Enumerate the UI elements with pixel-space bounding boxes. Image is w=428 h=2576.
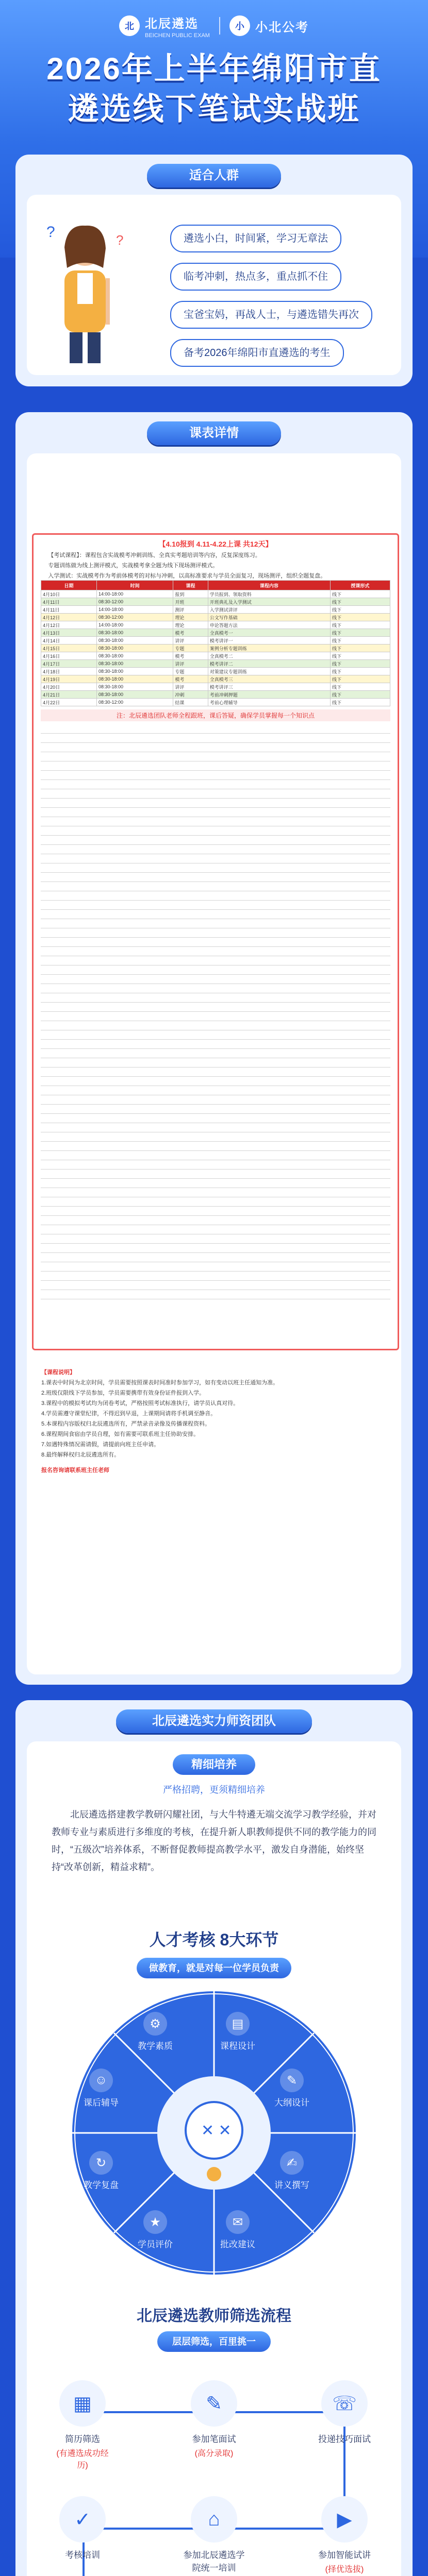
schedule-cell: 全真模考二	[208, 652, 330, 660]
schedule-cell: 08:30-18:00	[97, 683, 173, 691]
wheel-label-5: 批改建议	[220, 2240, 255, 2249]
exam-icon: ✎	[191, 2380, 237, 2427]
schedule-cell: 模考讲评一	[208, 637, 330, 645]
flow-step-5	[183, 2496, 245, 2575]
schedule-cell: 14:00-18:00	[97, 621, 173, 629]
title-line-2: 遴选线下笔试实战班	[68, 92, 360, 126]
notes-title: 【课程说明】	[41, 1369, 75, 1376]
schedule-desc-3: 入学测试：实战模考作为考前体模考的对标与冲刺，以高标准要求与学员全面复习，现场测评，组织全题复盘。	[48, 573, 326, 579]
schedule-cell: 14:00-18:00	[97, 590, 173, 598]
schedule-row	[41, 668, 390, 675]
logo-divider	[219, 17, 220, 35]
schedule-cell: 4月13日	[41, 629, 97, 637]
beichen-logo-icon: 北	[119, 15, 140, 36]
schedule-cell: 线下	[330, 621, 390, 629]
schedule-cell: 线下	[330, 629, 390, 637]
schedule-cell: 开班	[173, 598, 208, 606]
lecture-icon: ▶	[321, 2496, 368, 2543]
schedule-cell: 线下	[330, 598, 390, 606]
schedule-cell: 考前冲刺押题	[208, 691, 330, 699]
schedule-row	[41, 598, 390, 606]
schedule-cell: 案例分析专题训练	[208, 645, 330, 652]
schedule-cell: 线下	[330, 660, 390, 668]
wheel-label-1: 教学素质	[138, 2041, 173, 2051]
schedule-cell: 报到	[173, 590, 208, 598]
crowd-item-4: 备考2026年绵阳市直遴选的考生	[170, 339, 344, 367]
schedule-desc-2: 专题训练做为线上测评模式，实战模考拿全题为线下现场测评模式。	[48, 563, 219, 569]
schedule-cell: 4月12日	[41, 614, 97, 621]
schedule-cell: 结课	[173, 699, 208, 706]
training-icon: ✓	[59, 2496, 106, 2543]
wheel-item-1	[131, 2012, 179, 2052]
schedule-row	[41, 621, 390, 629]
note-line-2: 2.班级仅限线下学员参加，学员需要携带有效身份证件报到入学。	[41, 1390, 205, 1396]
schedule-cell: 讲评	[173, 683, 208, 691]
flow-label-6: 参加智能试讲	[318, 2550, 371, 2560]
svg-text:?: ?	[116, 232, 124, 248]
course-notes	[32, 1360, 396, 1674]
note-line-8: 8.最终解释权归北辰遴选所有。	[41, 1452, 120, 1458]
schedule-cell: 14:00-18:00	[97, 606, 173, 614]
schedule-cell: 线下	[330, 637, 390, 645]
flow-step-3	[314, 2380, 375, 2447]
brand-name-2: 小北公考	[255, 20, 309, 35]
schedule-tag: 课表详情	[147, 421, 281, 445]
schedule-row	[41, 691, 390, 699]
schedule-cell: 冲刺	[173, 691, 208, 699]
schedule-cell: 08:30-18:00	[97, 668, 173, 675]
schedule-cell: 08:30-18:00	[97, 637, 173, 645]
schedule-cell: 4月19日	[41, 675, 97, 683]
schedule-cell: 4月20日	[41, 683, 97, 691]
schedule-cell: 公文写作基础	[208, 614, 330, 621]
pen-icon: ✍	[280, 2151, 304, 2175]
flow-note-6: (择优选拔)	[325, 2565, 364, 2574]
flow-note-1: (有遴选成功经历)	[56, 2449, 109, 2470]
wheel-label-8: 课后辅导	[84, 2098, 119, 2108]
schedule-cell: 测评	[173, 606, 208, 614]
crowd-item-3: 宝爸宝妈，再战人士，与遴选错失再次	[170, 301, 372, 329]
teacher-illustration	[41, 216, 129, 366]
resume-icon: ▦	[59, 2380, 106, 2427]
schedule-cell: 08:30-18:00	[97, 660, 173, 668]
schedule-cell: 考前心理辅导	[208, 699, 330, 706]
schedule-cell: 模考	[173, 652, 208, 660]
wheel-item-2	[214, 2012, 261, 2052]
interview-icon: ☏	[321, 2380, 368, 2427]
schedule-cell: 模考讲评二	[208, 660, 330, 668]
schedule-cell: 线下	[330, 652, 390, 660]
schedule-cell: 4月16日	[41, 652, 97, 660]
schedule-cell: 线下	[330, 675, 390, 683]
col-time: 时间	[97, 581, 173, 590]
schedule-banner: 注：北辰遴选团队老师全程跟班，课后答疑，确保学员掌握每一个知识点	[41, 709, 390, 721]
schedule-cell: 4月18日	[41, 668, 97, 675]
schedule-cell: 模考	[173, 675, 208, 683]
schedule-row	[41, 637, 390, 645]
schedule-cell: 线下	[330, 606, 390, 614]
flow-step-4	[52, 2496, 113, 2563]
schedule-row	[41, 660, 390, 668]
schedule-cell: 申论答题方法	[208, 621, 330, 629]
schedule-cell: 学员报到、领取资料	[208, 590, 330, 598]
flow-title: 北辰遴选教师筛选流程	[137, 2308, 291, 2325]
schedule-cell: 线下	[330, 699, 390, 706]
flow-step-2	[183, 2380, 245, 2459]
brand-subtitle-1: BEICHEN PUBLIC EXAM	[145, 32, 210, 39]
wheel-item-6	[131, 2210, 179, 2250]
wheel-item-8	[77, 2069, 125, 2108]
schedule-row	[41, 683, 390, 691]
teachers-tag: 北辰遴选实力师资团队	[116, 1709, 312, 1733]
schedule-cell: 模考	[173, 629, 208, 637]
flow-step-1	[52, 2380, 113, 2470]
schedule-cell: 4月14日	[41, 637, 97, 645]
schedule-table	[41, 580, 390, 706]
wheel-item-3	[268, 2069, 316, 2108]
schedule-cell: 4月11日	[41, 606, 97, 614]
schedule-row	[41, 614, 390, 621]
school-icon: ⌂	[191, 2496, 237, 2543]
flow-step-6	[314, 2496, 375, 2574]
note-line-1: 1.课表中时间为北京时间，学员需要按照课表时间准时参加学习，如有变动以班主任通知为准。	[41, 1380, 279, 1386]
schedule-cell: 全真模考一	[208, 629, 330, 637]
crowd-item-1: 遴选小白，时间紧，学习无章法	[170, 225, 341, 252]
fine-training-caption: 严格招聘，更须精细培养	[163, 1785, 265, 1795]
note-line-6: 6.课程期间食宿由学员自理，如有需要可联系班主任协助安排。	[41, 1431, 200, 1437]
wheel-label-2: 课程设计	[220, 2041, 255, 2051]
note-line-4: 4.学员需遵守课堂纪律，不得迟到早退，上课期间请将手机调至静音。	[41, 1411, 217, 1417]
crowd-tag: 适合人群	[147, 164, 281, 188]
schedule-cell: 08:30-18:00	[97, 645, 173, 652]
note-line-3: 3.课程中的模拟考试均为闭卷考试，严格按照考试标准执行，请学员认真对待。	[41, 1400, 239, 1406]
crowd-item-2: 临考冲刺，热点多，重点抓不住	[170, 263, 341, 291]
schedule-cell: 全真模考三	[208, 675, 330, 683]
brand-logo-2	[229, 15, 309, 36]
schedule-cell: 4月10日	[41, 590, 97, 598]
schedule-cell: 08:30-18:00	[97, 675, 173, 683]
schedule-cell: 专题	[173, 668, 208, 675]
flow-label-2: 参加笔面试	[192, 2434, 236, 2444]
col-date: 日期	[41, 581, 97, 590]
flow-label-5: 参加北辰遴选学院统一培训	[183, 2550, 245, 2573]
schedule-table-frame	[32, 533, 399, 1350]
flow-label-3: 投递技巧面试	[318, 2434, 371, 2444]
schedule-cell: 4月17日	[41, 660, 97, 668]
schedule-row	[41, 675, 390, 683]
schedule-cell: 专题	[173, 645, 208, 652]
schedule-cell: 线下	[330, 590, 390, 598]
schedule-row	[41, 590, 390, 598]
wheel-item-4	[268, 2151, 316, 2191]
schedule-grid-filler	[41, 724, 390, 1301]
schedule-row	[41, 645, 390, 652]
schedule-cell: 模考讲评三	[208, 683, 330, 691]
schedule-cell: 线下	[330, 683, 390, 691]
schedule-cell: 对策建议专题训练	[208, 668, 330, 675]
brand-logo-1	[119, 13, 210, 39]
schedule-cell: 讲评	[173, 660, 208, 668]
wheel-item-7	[77, 2151, 125, 2191]
flow-label-1: 简历筛选	[65, 2434, 100, 2444]
book-icon: ✎	[280, 2069, 304, 2092]
logo-row	[0, 10, 428, 41]
schedule-cell: 08:30-18:00	[97, 629, 173, 637]
schedule-row	[41, 629, 390, 637]
schedule-cell: 4月15日	[41, 645, 97, 652]
flow-note-2: (高分录取)	[194, 2449, 234, 2458]
brand-name-1: 北辰遴选	[145, 16, 199, 31]
page-title	[0, 49, 428, 129]
col-mode: 授课形式	[330, 581, 390, 590]
schedule-cell: 08:30-12:00	[97, 614, 173, 621]
schedule-desc-1: 【考试课程】：课程包含实战模考冲刺训练、全真实考题培训等内容，反复深度练习。	[48, 552, 261, 558]
schedule-cell: 08:30-12:00	[97, 699, 173, 706]
schedule-cell: 4月11日	[41, 598, 97, 606]
col-content: 课程内容	[208, 581, 330, 590]
wheel-label-7: 教学复盘	[84, 2180, 119, 2190]
schedule-cell: 入学测试讲评	[208, 606, 330, 614]
note-line-5: 5.本课程内容版权归北辰遴选所有，严禁录音录像及传播课程资料。	[41, 1421, 211, 1427]
schedule-cell: 4月21日	[41, 691, 97, 699]
schedule-cell: 讲评	[173, 637, 208, 645]
schedule-cell: 开班典礼及入学测试	[208, 598, 330, 606]
schedule-cell: 4月22日	[41, 699, 97, 706]
svg-text:✕ ✕: ✕ ✕	[201, 2122, 232, 2139]
schedule-row	[41, 652, 390, 660]
schedule-cell: 线下	[330, 668, 390, 675]
schedule-row	[41, 699, 390, 706]
svg-text:?: ?	[46, 224, 55, 241]
schedule-cell: 线下	[330, 645, 390, 652]
schedule-cell: 4月12日	[41, 621, 97, 629]
wheel-label-4: 讲义撰写	[274, 2180, 309, 2190]
schedule-cell: 理论	[173, 614, 208, 621]
assessment-caption: 做教育，就是对每一位学员负责	[137, 1958, 291, 1978]
schedule-cell: 08:30-18:00	[97, 652, 173, 660]
fine-training-tag: 精细培养	[173, 1754, 255, 1775]
gear-icon: ⚙	[143, 2012, 167, 2036]
assessment-title: 人才考核 8大环节	[149, 1930, 279, 1949]
review-icon: ↻	[89, 2151, 113, 2175]
xiaobei-logo-icon: 小	[229, 15, 250, 36]
wheel-label-6: 学员评价	[138, 2240, 173, 2249]
schedule-cell: 08:30-18:00	[97, 691, 173, 699]
schedule-heading: 【4.10报到 4.11-4.22上课 共12天】	[158, 540, 273, 548]
chart-icon: ▤	[226, 2012, 250, 2036]
training-paragraph: 北辰遴选搭建教学教研闪耀社团，与大牛特遴无端交流学习教学经验，并对教师专业与素质进行多维度的考核，在提升新人职教师提供不同的教学能力的同时，“五级次”培养体系，不断督促教师提高教学水平，激发自身潜能，始终坚持“改革创新，精益求精”。	[52, 1809, 376, 1872]
wheel-item-5	[214, 2210, 261, 2250]
title-line-1: 2026年上半年绵阳市直	[46, 52, 382, 86]
person-icon: ☺	[89, 2069, 113, 2092]
schedule-cell: 线下	[330, 691, 390, 699]
schedule-header-row	[41, 581, 390, 590]
schedule-cell: 08:30-12:00	[97, 598, 173, 606]
wheel-label-3: 大纲设计	[274, 2098, 309, 2108]
note-line-7: 7.如遇特殊情况需请假，请提前向班主任申请。	[41, 1442, 160, 1448]
schedule-row	[41, 606, 390, 614]
chat-icon: ✉	[226, 2210, 250, 2234]
schedule-cell: 线下	[330, 614, 390, 621]
schedule-cell: 理论	[173, 621, 208, 629]
notes-highlight: 报名咨询请联系班主任老师	[41, 1467, 109, 1473]
star-icon: ★	[143, 2210, 167, 2234]
col-course: 课程	[173, 581, 208, 590]
flow-caption: 层层筛选，百里挑一	[157, 2331, 271, 2352]
flow-label-4: 考核培训	[65, 2550, 100, 2560]
